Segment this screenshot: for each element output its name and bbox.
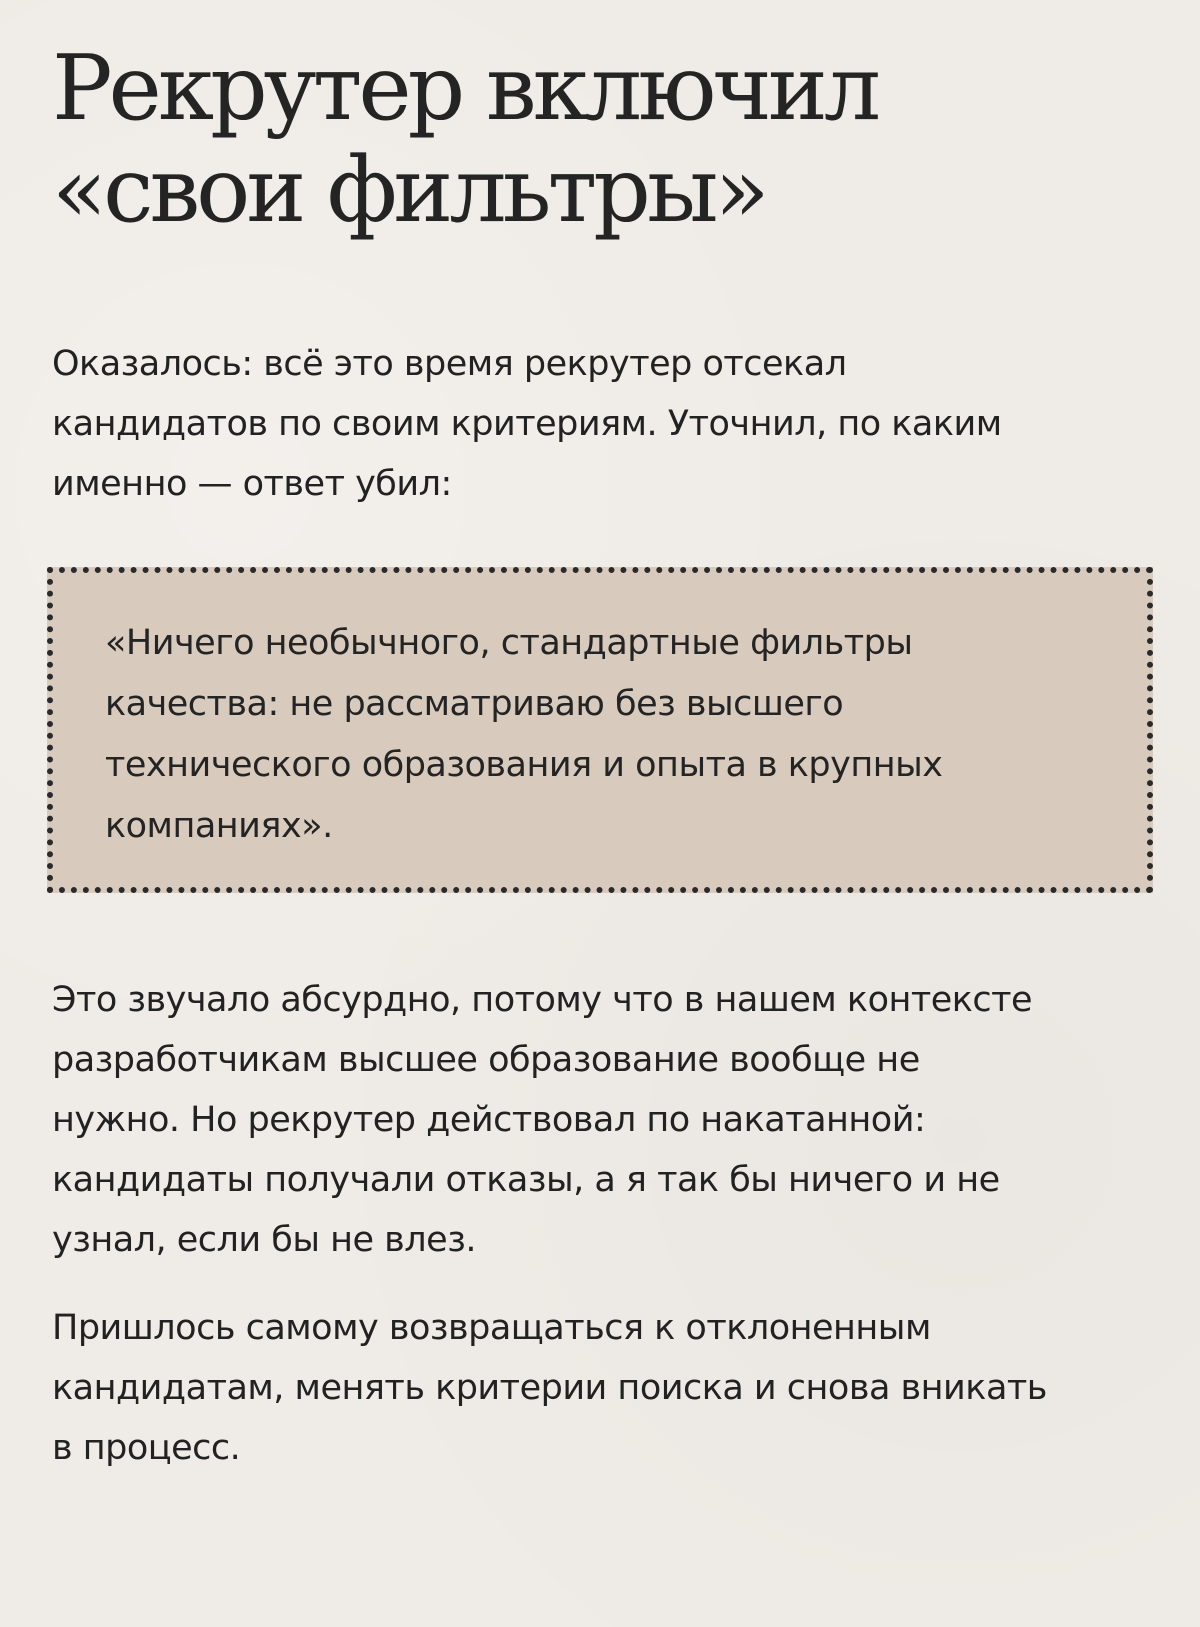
- paragraph-line: кандидаты получали отказы, а я так бы ничего и не: [52, 1160, 1000, 1200]
- title-line: «свои фильтры»: [52, 138, 766, 243]
- paragraph-line: Пришлось самому возвращаться к отклоненным: [52, 1308, 931, 1348]
- quote-box: [47, 567, 1153, 893]
- intro-paragraph: [52, 334, 1162, 514]
- quote-line: технического образования и опыта в крупных: [105, 745, 943, 785]
- paragraph-line: Оказалось: всё это время рекрутер отсекал: [52, 344, 847, 384]
- absurd-context-paragraph: [52, 970, 1162, 1270]
- paragraph-line: Это звучало абсурдно, потому что в нашем контексте: [52, 980, 1033, 1020]
- quote-line: качества: не рассматриваю без высшего: [105, 684, 844, 724]
- quote-line: компаниях».: [105, 806, 333, 846]
- paragraph-line: кандидатов по своим критериям. Уточнил, по каким: [52, 404, 1002, 444]
- paragraph-line: именно — ответ убил:: [52, 464, 452, 504]
- paragraph-line: кандидатам, менять критерии поиска и снова вникать: [52, 1368, 1047, 1408]
- title-line: Рекрутер включил: [52, 36, 878, 141]
- page-title: [52, 38, 1052, 242]
- recruiter-quote: [105, 613, 942, 857]
- paragraph-line: узнал, если бы не влез.: [52, 1220, 476, 1260]
- quote-line: «Ничего необычного, стандартные фильтры: [105, 623, 913, 663]
- paragraph-line: нужно. Но рекрутер действовал по накатанной:: [52, 1100, 926, 1140]
- paragraph-line: разработчикам высшее образование вообще не: [52, 1040, 920, 1080]
- followup-paragraph: [52, 1298, 1162, 1478]
- paragraph-line: в процесс.: [52, 1428, 241, 1468]
